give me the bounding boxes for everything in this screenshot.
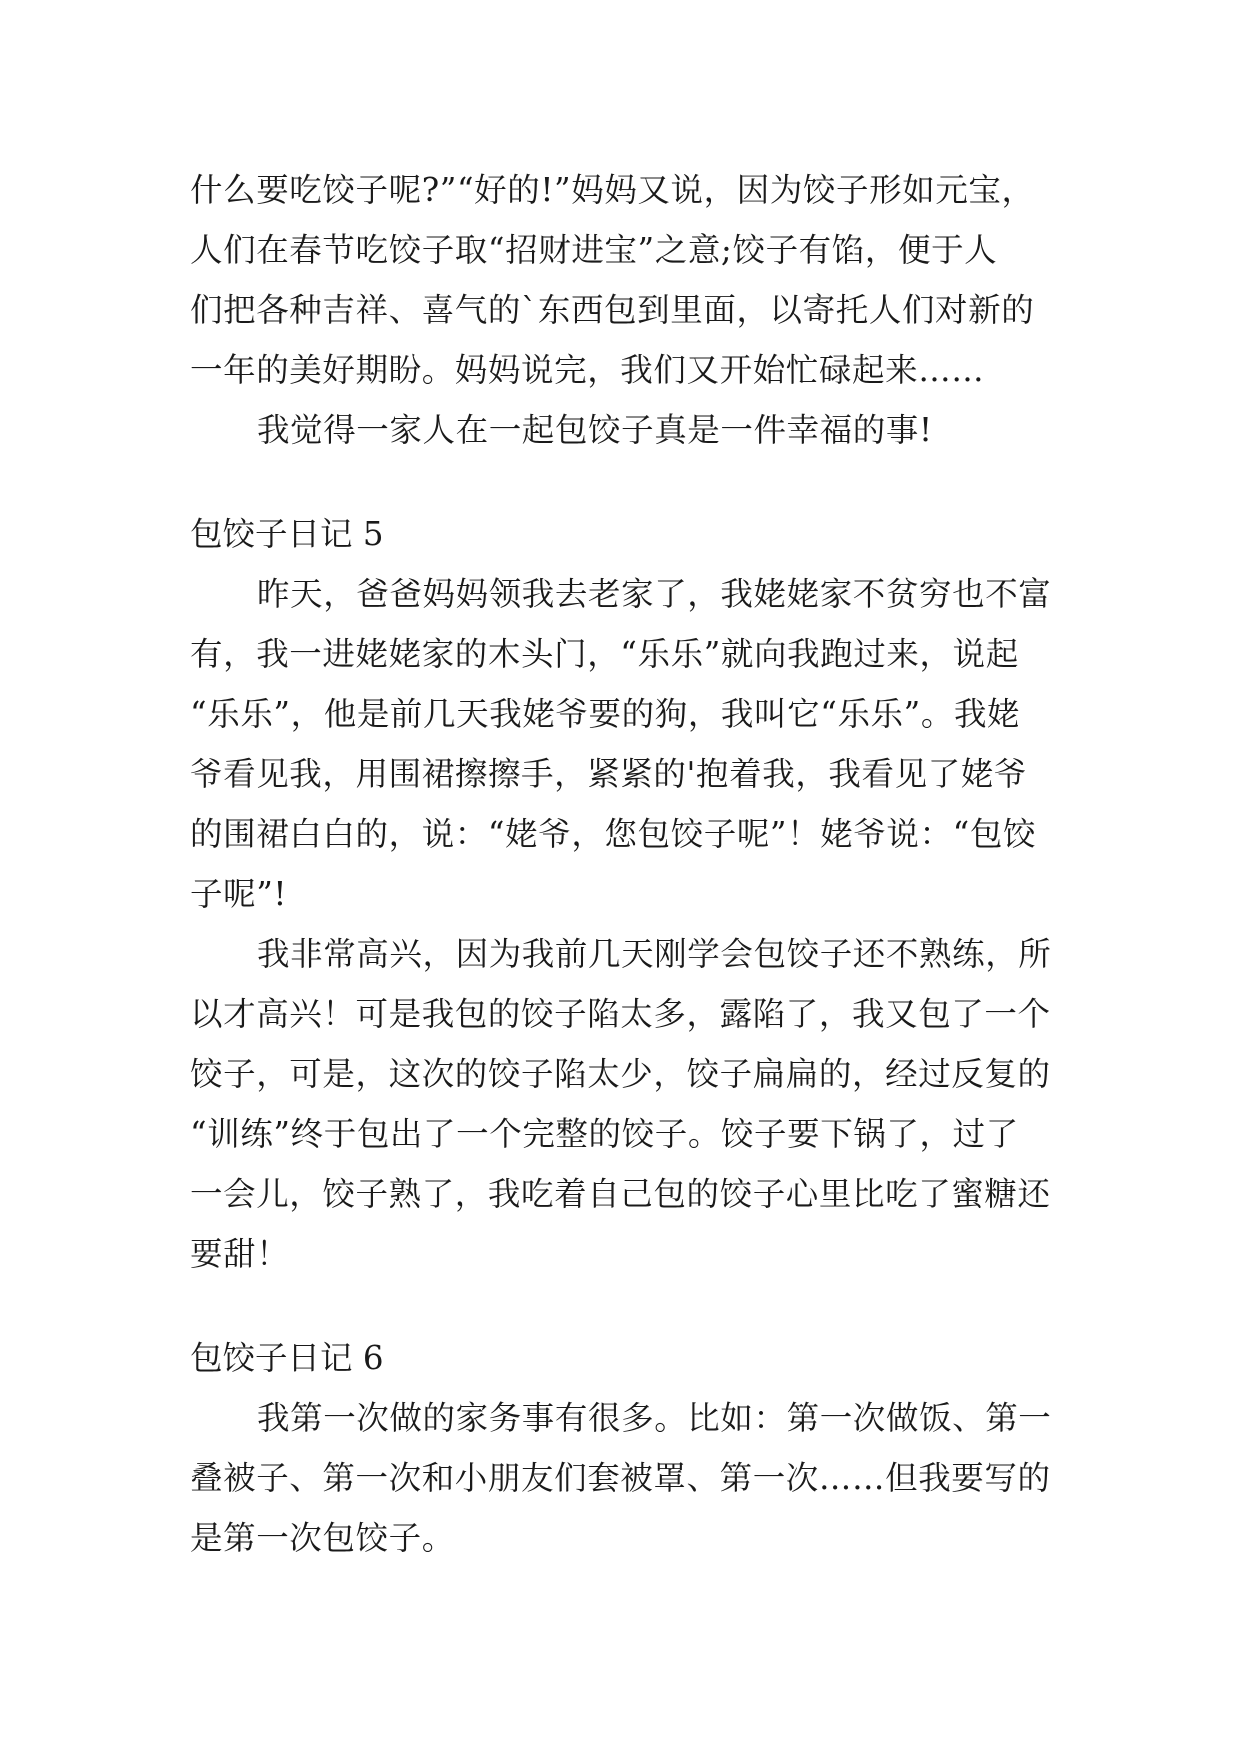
document-page <box>190 160 1060 1568</box>
text-line: 要甜！ <box>190 1235 290 1273</box>
text-line: 什么要吃饺子呢?”“好的!”妈妈又说，因为饺子形如元宝， <box>190 171 1035 209</box>
text-line: 饺子，可是，这次的饺子陷太少，饺子扁扁的，经过反复的 <box>190 1055 1051 1093</box>
diary-6-title: 包饺子日记 6 <box>190 1339 384 1377</box>
text-line: 有，我一进姥姥家的木头门，“乐乐”就向我跑过来，说起 <box>190 635 1019 673</box>
text-line: 叠被子、第一次和小朋友们套被罩、第一次……但我要写的 <box>190 1459 1051 1497</box>
diary-5-paragraph-1 <box>190 564 1060 924</box>
text-line: 的围裙白白的，说：“姥爷，您包饺子呢”！姥爷说：“包饺 <box>190 815 1037 853</box>
text-line: 爷看见我，用围裙擦擦手，紧紧的'抱着我，我看见了姥爷 <box>190 755 1028 793</box>
text-line: “乐乐”，他是前几天我姥爷要的狗，我叫它“乐乐”。我姥 <box>190 695 1021 733</box>
text-line: “训练”终于包出了一个完整的饺子。饺子要下锅了，过了 <box>190 1115 1019 1153</box>
text-line: 们把各种吉祥、喜气的`东西包到里面，以寄托人们对新的 <box>190 291 1035 329</box>
closing-paragraph <box>190 400 1060 460</box>
text-line: 我非常高兴，因为我前几天刚学会包饺子还不熟练，所 <box>257 935 1052 973</box>
diary-6-section <box>190 1328 1060 1568</box>
text-line: 昨天，爸爸妈妈领我去老家了，我姥姥家不贫穷也不富 <box>257 575 1052 613</box>
text-line: 我第一次做的家务事有很多。比如：第一次做饭、第一 <box>257 1399 1052 1437</box>
text-line: 一年的美好期盼。妈妈说完，我们又开始忙碌起来…… <box>190 351 985 389</box>
text-line: 人们在春节吃饺子取“招财进宝”之意;饺子有馅，便于人 <box>190 231 998 269</box>
diary-5-section <box>190 504 1060 1284</box>
text-line: 一会儿，饺子熟了，我吃着自己包的饺子心里比吃了蜜糖还 <box>190 1175 1051 1213</box>
text-line: 是第一次包饺子。 <box>190 1519 455 1557</box>
diary-5-paragraph-2 <box>190 924 1060 1284</box>
text-line: 我觉得一家人在一起包饺子真是一件幸福的事! <box>257 411 933 449</box>
diary-5-title: 包饺子日记 5 <box>190 515 384 553</box>
diary-6-paragraph-1 <box>190 1388 1060 1568</box>
text-line: 以才高兴！可是我包的饺子陷太多，露陷了，我又包了一个 <box>190 995 1051 1033</box>
intro-paragraph <box>190 160 1060 400</box>
text-line: 子呢”! <box>190 875 288 913</box>
